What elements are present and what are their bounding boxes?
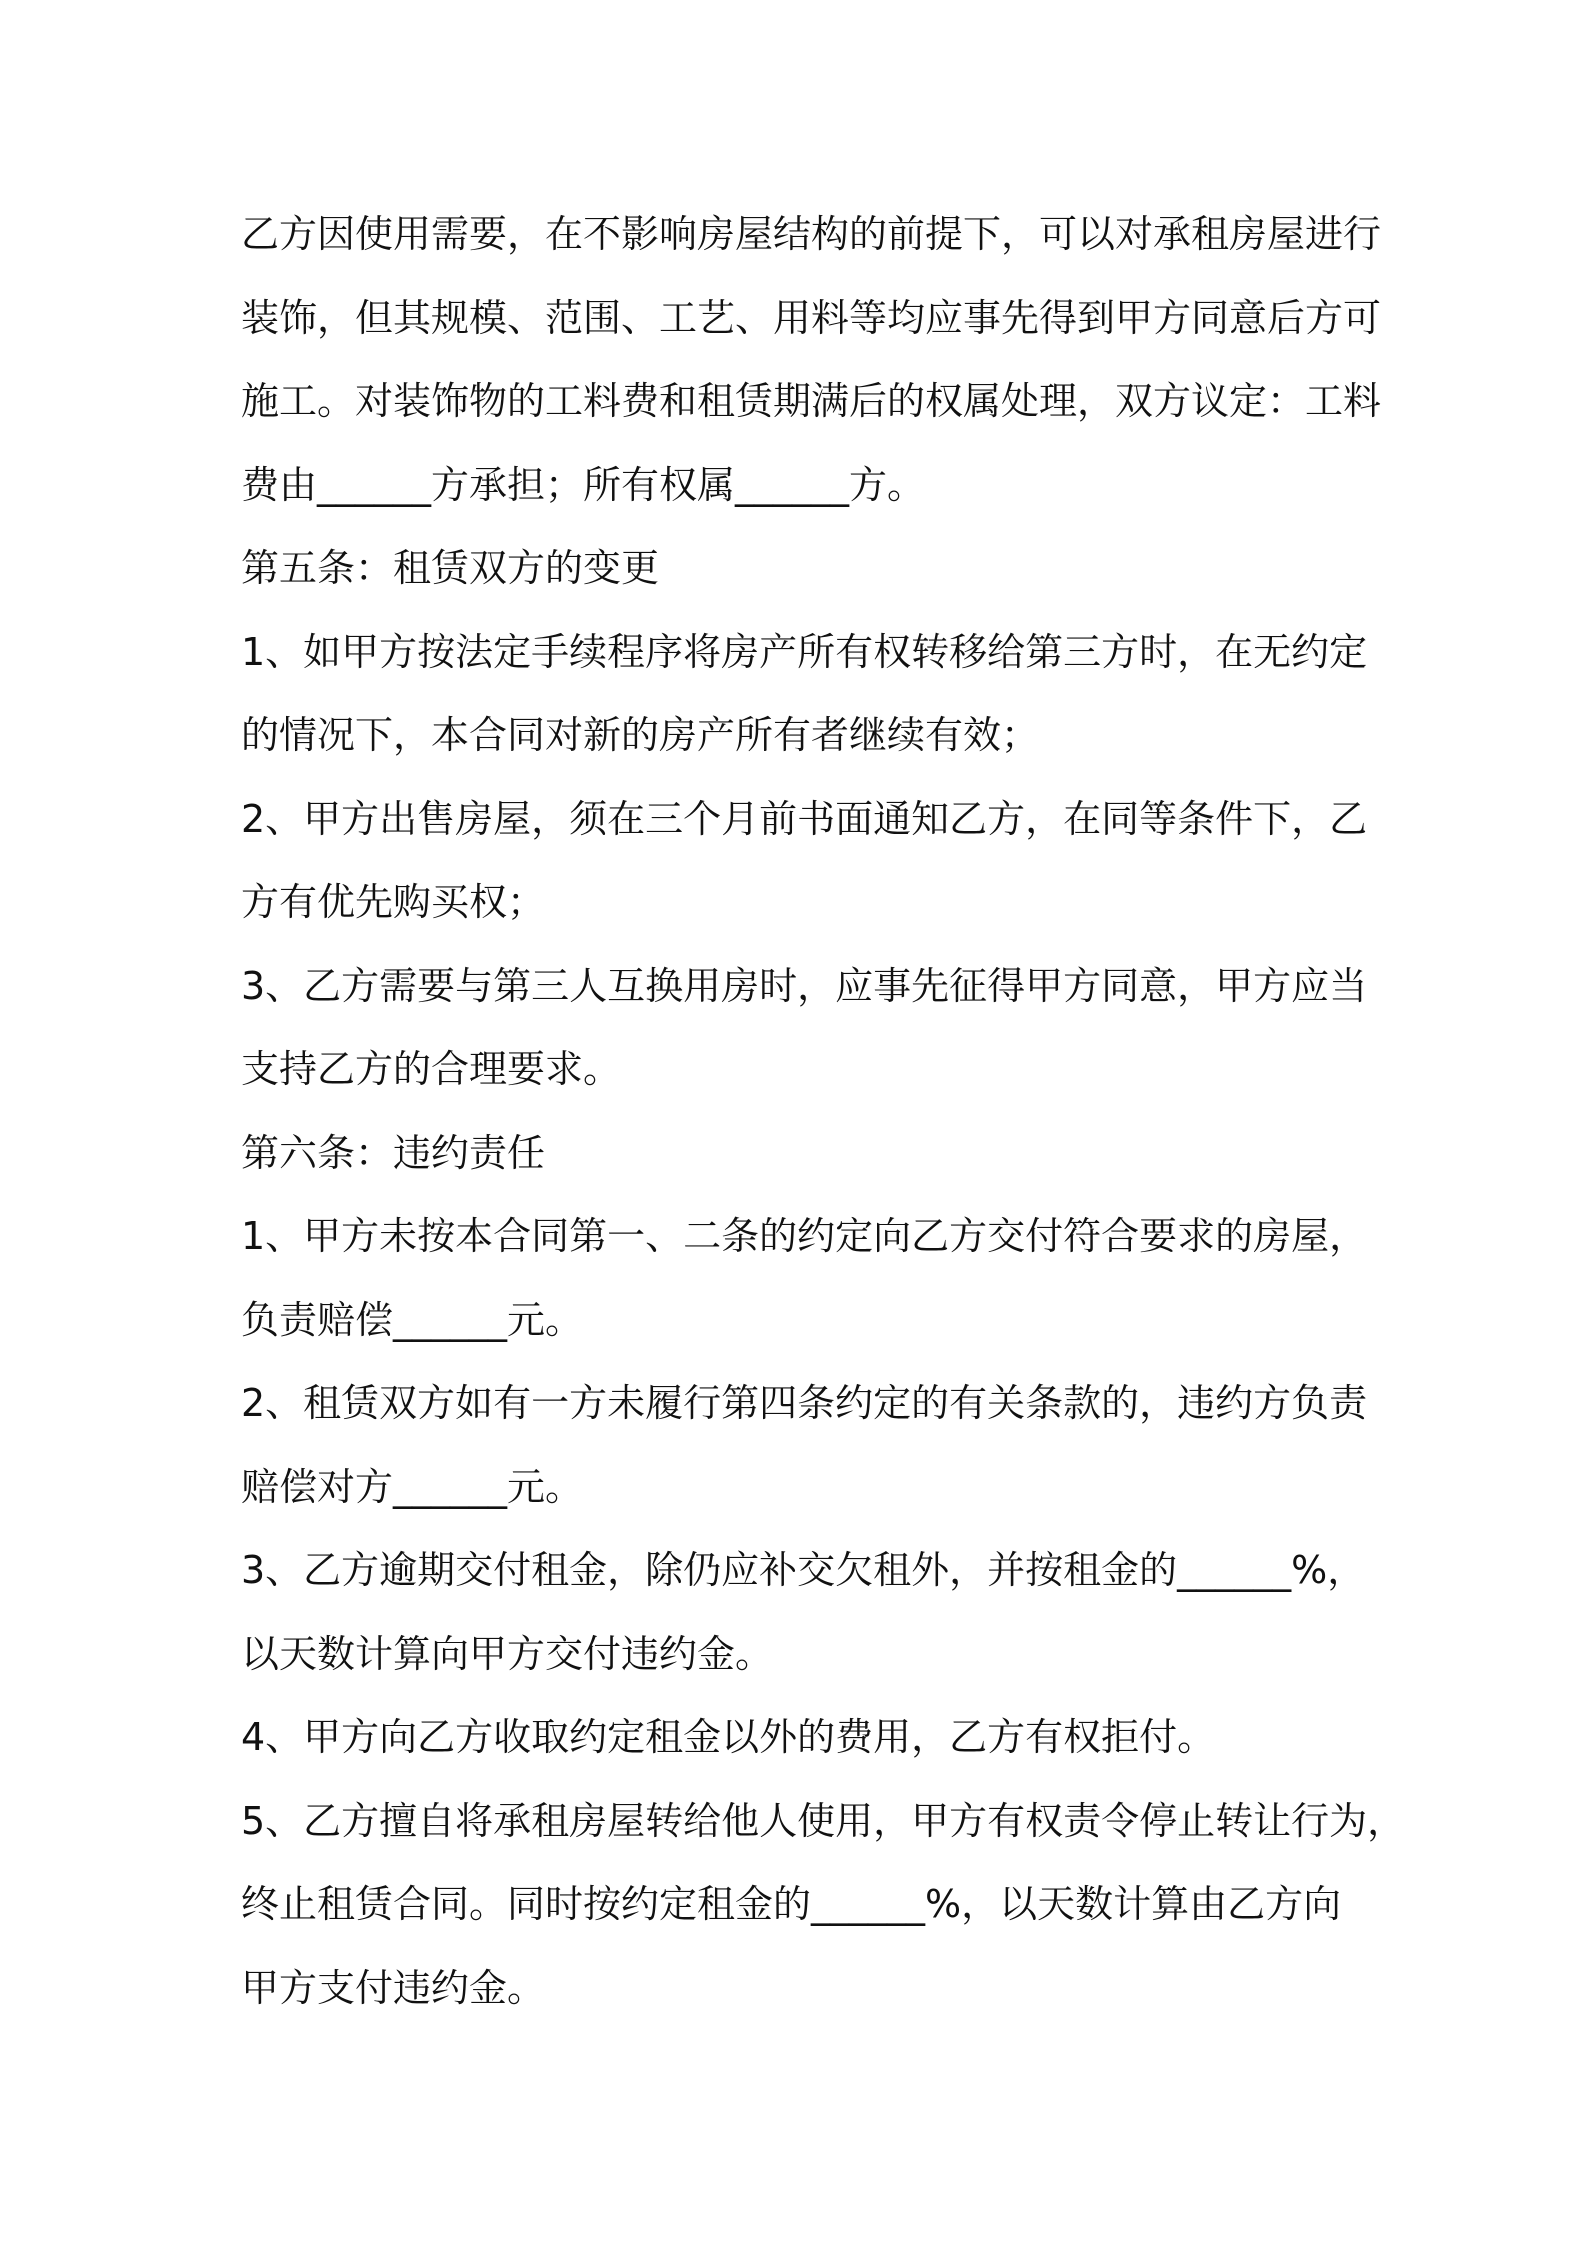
paragraph-line: 2、甲方出售房屋，须在三个月前书面通知乙方，在同等条件下，乙	[241, 796, 1368, 841]
paragraph-line: 方有优先购买权；	[241, 880, 546, 924]
section-heading: 第五条：租赁双方的变更	[241, 546, 660, 590]
paragraph-line: 以天数计算向甲方交付违约金。	[241, 1631, 774, 1676]
paragraph-line: 乙方因使用需要，在不影响房屋结构的前提下，可以对承租房屋进行	[241, 212, 1382, 256]
document-body	[241, 193, 1406, 2030]
paragraph-line: 的情况下，本合同对新的房产所有者继续有效；	[241, 713, 1040, 757]
paragraph-line: 终止租赁合同。同时按约定租金的______%，以天数计算由乙方向	[241, 1882, 1342, 1926]
paragraph-line: 负责赔偿______元。	[241, 1297, 584, 1342]
section-heading: 第六条：违约责任	[241, 1130, 546, 1175]
paragraph-line: 费由______方承担；所有权属______方。	[241, 462, 926, 507]
paragraph-line: 1、如甲方按法定手续程序将房产所有权转移给第三方时，在无约定	[241, 629, 1368, 674]
paragraph-line: 甲方支付违约金。	[241, 1965, 546, 2010]
paragraph-line: 3、乙方逾期交付租金，除仍应补交欠租外，并按租金的______%，	[241, 1548, 1366, 1592]
paragraph-line: 赔偿对方______元。	[241, 1464, 584, 1509]
paragraph-line: 施工。对装饰物的工料费和租赁期满后的权属处理，双方议定：工料	[241, 379, 1382, 423]
paragraph-line: 1、甲方未按本合同第一、二条的约定向乙方交付符合要求的房屋，	[241, 1214, 1368, 1258]
paragraph-line: 装饰，但其规模、范围、工艺、用料等均应事先得到甲方同意后方可	[241, 295, 1382, 340]
paragraph-line: 4、甲方向乙方收取约定租金以外的费用，乙方有权拒付。	[241, 1715, 1216, 1759]
paragraph-line: 2、租赁双方如有一方未履行第四条约定的有关条款的，违约方负责	[241, 1381, 1368, 1425]
paragraph-line: 支持乙方的合理要求。	[241, 1047, 622, 1091]
paragraph-line: 3、乙方需要与第三人互换用房时，应事先征得甲方同意，甲方应当	[241, 963, 1368, 1008]
paragraph-line: 5、乙方擅自将承租房屋转给他人使用，甲方有权责令停止转让行为，	[241, 1798, 1406, 1843]
